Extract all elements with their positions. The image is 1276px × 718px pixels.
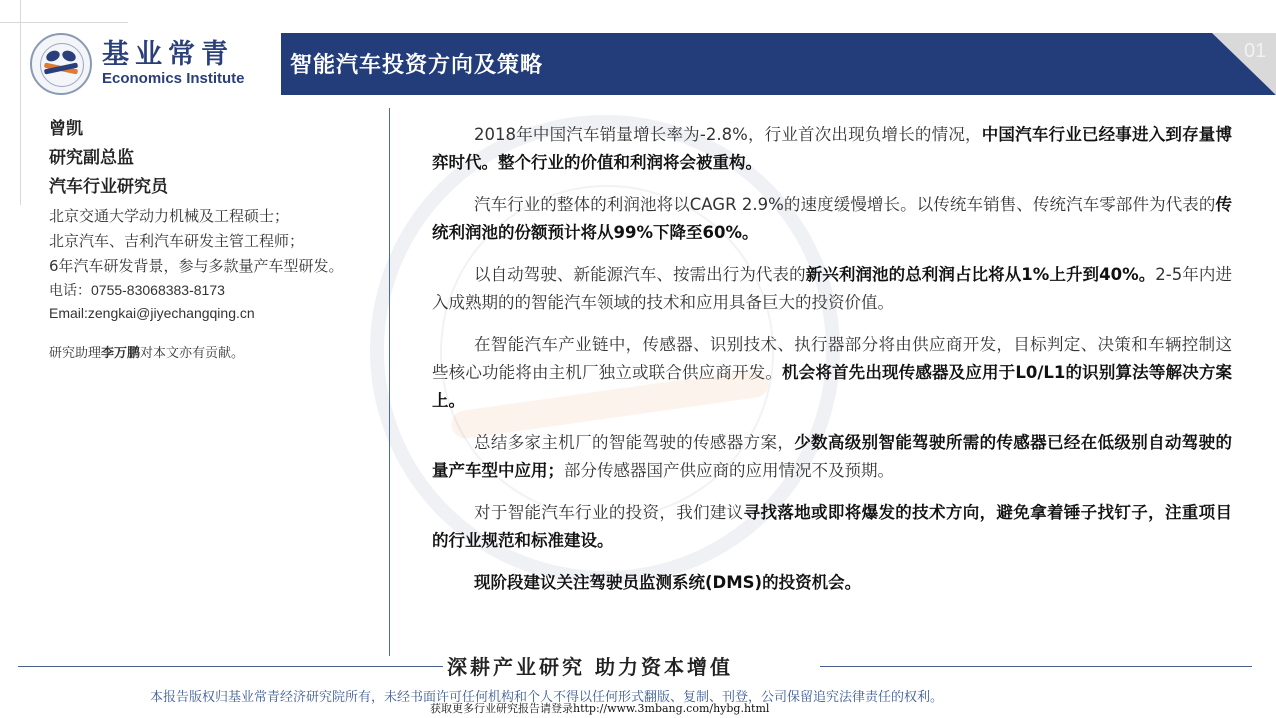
footer-rule-left: [18, 666, 443, 667]
emphasis-text: 传统利润池的份额预计将从99%下降至60%。: [432, 195, 1232, 242]
author-panel: [49, 115, 374, 361]
bio-line: 6年汽车研发背景，参与多款量产车型研发。: [49, 257, 344, 275]
author-email: Email:zengkai@jiyechangqing.cn: [49, 305, 255, 321]
assistant-name: 李万鹏: [101, 346, 141, 361]
body-text: 2018年中国汽车销量增长率为-2.8%，行业首次出现负增长的情况，: [474, 125, 982, 144]
assistant-credit: 研究助理李万鹏对本文亦有贡献。: [49, 346, 245, 361]
bio-line: 北京汽车、吉利汽车研发主管工程师；: [49, 232, 305, 250]
emphasis-text: 机会将首先出现传感器及应用于L0/L1的识别算法等解决方案上。: [432, 363, 1233, 410]
emphasis-text: 现阶段建议关注驾驶员监测系统(DMS)的投资机会。: [474, 573, 862, 592]
body-paragraph: [432, 121, 1232, 177]
body-text: 总结多家主机厂的智能驾驶的传感器方案，: [474, 433, 795, 452]
body-text: 2-5年内进入成熟期的的智能汽车领域的技术和应用具备巨大的投资价值。: [432, 265, 1232, 312]
page-title: 智能汽车投资方向及策略: [290, 53, 544, 78]
body-paragraph: [432, 191, 1232, 247]
download-link-note[interactable]: 获取更多行业研究报告请登录http://www.3mbang.com/hybg.html: [430, 702, 770, 715]
footer-rule-right: [820, 666, 1252, 667]
bio-line: 北京交通大学动力机械及工程硕士；: [49, 207, 290, 225]
author-title: 研究副总监: [49, 148, 134, 168]
body-paragraph: [432, 429, 1232, 485]
page-number: 01: [1244, 40, 1267, 62]
footer-slogan: 深耕产业研究 助力资本增值: [447, 655, 733, 679]
author-bio: [49, 204, 374, 279]
logo-english-name: Economics Institute: [102, 70, 245, 87]
body-text: 以自动驾驶、新能源汽车、按需出行为代表的: [474, 265, 806, 284]
corner-guide-vertical: [20, 0, 21, 205]
emphasis-text: 少数高级别智能驾驶所需的传感器已经在低级别自动驾驶的量产车型中应用；: [432, 433, 1233, 480]
emphasis-text: 寻找落地或即将爆发的技术方向，避免拿着锤子找钉子，注重项目的行业规范和标准建设。: [432, 503, 1233, 550]
logo-chinese-name: 基业常青: [102, 39, 234, 70]
company-logo: [30, 32, 280, 96]
vertical-divider: [389, 108, 390, 656]
copyright-notice: 本报告版权归基业常青经济研究院所有，未经书面许可任何机构和个人不得以任何形式翻版、复制、刊登，公司保留追究法律责任的权利。: [150, 690, 944, 705]
author-name: 曾凯: [49, 119, 83, 139]
body-text: 部分传感器国产供应商的应用情况不及预期。: [564, 461, 894, 480]
body-text: 汽车行业的整体的利润池将以CAGR 2.9%的速度缓慢增长。以传统车销售、传统汽车零部件为代表的: [474, 195, 1216, 214]
emblem-icon: [30, 33, 92, 95]
emphasis-text: 中国汽车行业已经事进入到存量博弈时代。整个行业的价值和利润将会被重构。: [432, 125, 1232, 172]
body-paragraph: [432, 499, 1232, 555]
body-paragraph: [432, 569, 1232, 597]
author-phone: 电话：0755-83068383-8173: [49, 282, 225, 298]
body-paragraph: [432, 261, 1232, 317]
body-paragraph: [432, 331, 1232, 415]
body-text: 对于智能汽车行业的投资，我们建议: [474, 503, 744, 522]
emphasis-text: 新兴利润池的总利润占比将从1%上升到40%。: [805, 265, 1156, 284]
main-content: [432, 121, 1232, 611]
body-text: 在智能汽车产业链中，传感器、识别技术、执行器部分将由供应商开发，目标判定、决策和车辆控制这些核心功能将由主机厂独立或联合供应商开发。: [432, 335, 1232, 382]
author-role: 汽车行业研究员: [49, 177, 168, 197]
